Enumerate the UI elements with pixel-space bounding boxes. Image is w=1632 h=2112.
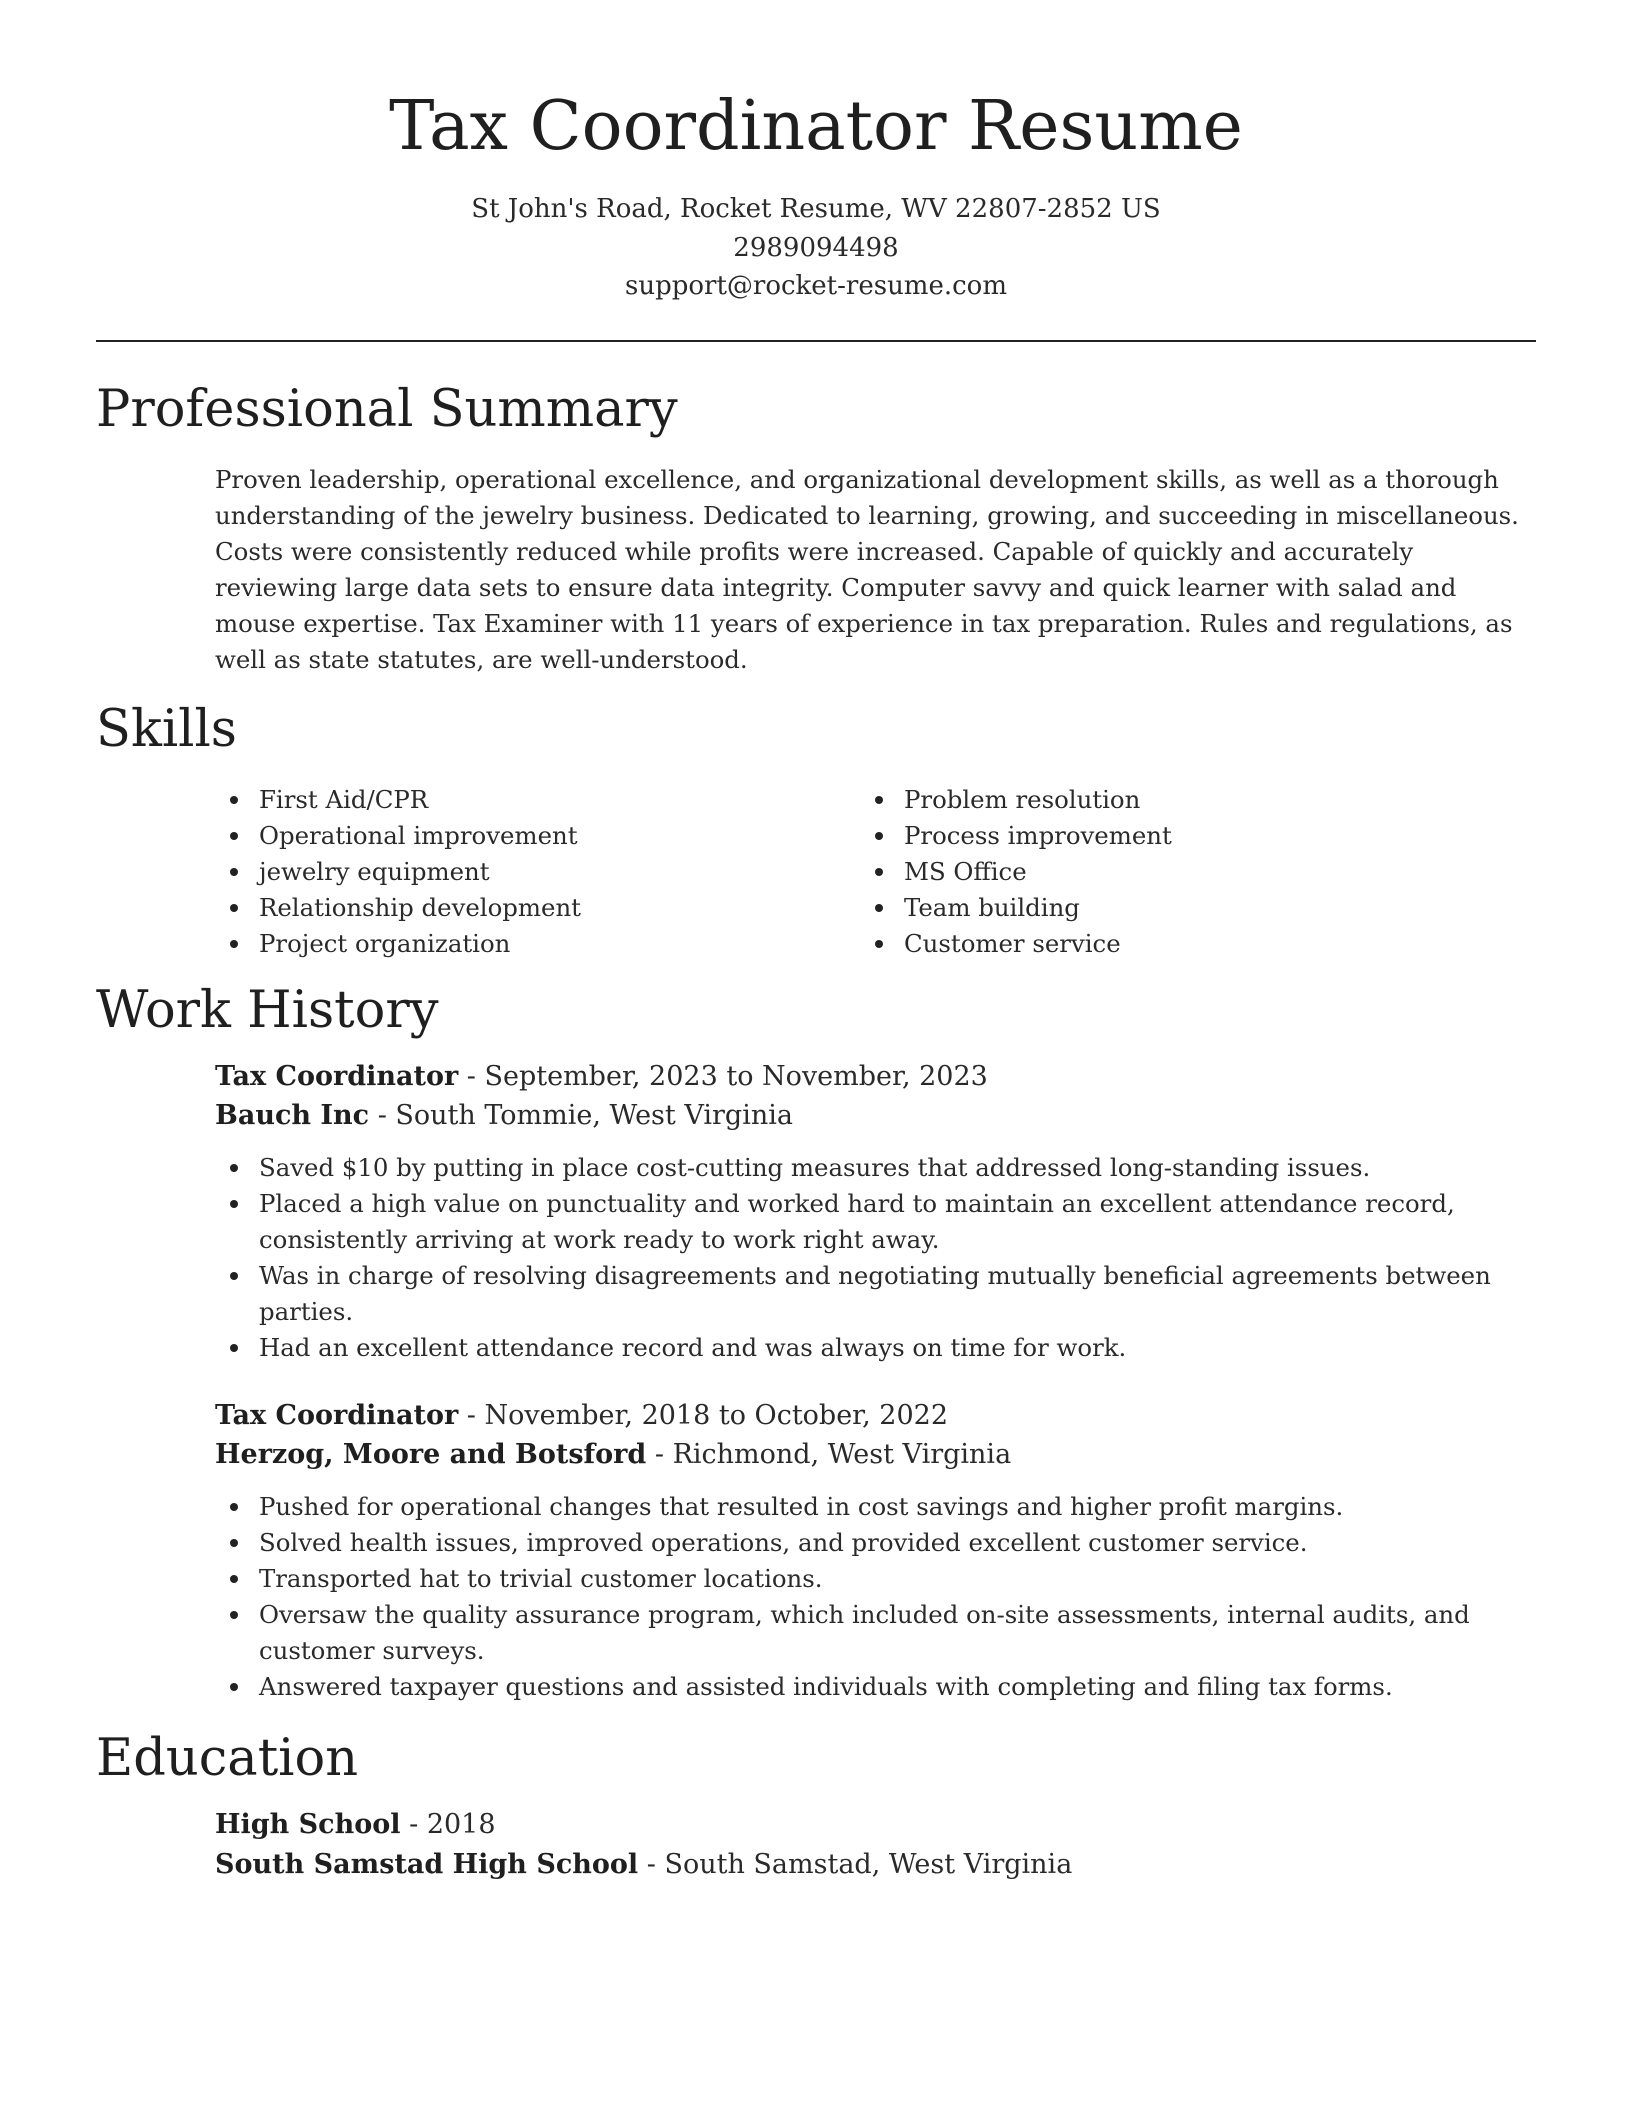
- contact-address: St John's Road, Rocket Resume, WV 22807-2852 US: [471, 194, 1161, 224]
- skill-item: Problem resolution: [860, 782, 1172, 818]
- contact-phone: 2989094498: [733, 232, 899, 263]
- skill-item: Process improvement: [860, 818, 1172, 854]
- job-duty-item: Transported hat to trivial customer locations.: [215, 1561, 1545, 1597]
- job-duty-item: Answered taxpayer questions and assisted individuals with completing and filing tax forms.: [215, 1669, 1545, 1705]
- education-degree: High School: [215, 1809, 401, 1840]
- job-duty-item: Saved $10 by putting in place cost-cutting measures that addressed long-standing issues.: [215, 1150, 1545, 1186]
- skill-item: Team building: [860, 890, 1172, 926]
- skill-item: MS Office: [860, 854, 1172, 890]
- education-school-line: [215, 1845, 1072, 1885]
- job-company: Bauch Inc: [215, 1100, 370, 1131]
- section-title-skills: Skills: [96, 700, 237, 759]
- summary-text: Proven leadership, operational excellence, and organizational development skills, as well as a thorough understanding of the jewelry business. Dedicated to learning, growing, and succeeding in miscellaneous. Costs were consistently reduced while profits were increased. Capable of quickly and accurately reviewing large data sets to ensure data integrity. Computer savvy and quick learner with salad and mouse expertise. Tax Examiner with 11 years of experience in tax preparation. Rules and regulations, as well as state statutes, are well-understood.: [215, 465, 1519, 674]
- education-degree-line: [215, 1805, 496, 1845]
- job-duty-item: Solved health issues, improved operations, and provided excellent customer service.: [215, 1525, 1545, 1561]
- contact-email: support@rocket-resume.com: [624, 271, 1007, 301]
- job-company-line: [215, 1435, 1011, 1475]
- skill-item: Operational improvement: [215, 818, 581, 854]
- skill-item: Relationship development: [215, 890, 581, 926]
- contact-info: [0, 190, 1632, 306]
- job-title-line: [215, 1396, 948, 1436]
- job-location: - South Tommie, West Virginia: [369, 1100, 793, 1131]
- skills-list-right: [860, 782, 1172, 962]
- header-divider: [96, 340, 1536, 342]
- job-company: Herzog, Moore and Botsford: [215, 1439, 647, 1470]
- job-dates: - November, 2018 to October, 2022: [458, 1400, 948, 1431]
- section-title-education: Education: [96, 1729, 359, 1788]
- job-duty-item: Was in charge of resolving disagreements and negotiating mutually beneficial agreements between parties.: [215, 1258, 1545, 1330]
- job-role: Tax Coordinator: [215, 1400, 459, 1431]
- job-dates: - September, 2023 to November, 2023: [458, 1061, 988, 1092]
- skill-item: First Aid/CPR: [215, 782, 581, 818]
- job-company-line: [215, 1096, 793, 1136]
- job-title-line: [215, 1057, 988, 1097]
- skill-item: Customer service: [860, 926, 1172, 962]
- resume-title: Tax Coordinator Resume: [389, 87, 1243, 166]
- job-duty-item: Pushed for operational changes that resulted in cost savings and higher profit margins.: [215, 1489, 1545, 1525]
- job-duty-item: Oversaw the quality assurance program, which included on-site assessments, internal audits, and customer surveys.: [215, 1597, 1545, 1669]
- section-title-summary: Professional Summary: [96, 380, 678, 439]
- job-duty-item: Placed a high value on punctuality and worked hard to maintain an excellent attendance record, consistently arriving at work ready to work right away.: [215, 1186, 1545, 1258]
- skill-item: Project organization: [215, 926, 581, 962]
- education-year: - 2018: [400, 1809, 496, 1840]
- education-location: - South Samstad, West Virginia: [638, 1849, 1073, 1880]
- job-duty-item: Had an excellent attendance record and was always on time for work.: [215, 1330, 1545, 1366]
- job-duties-list: [215, 1150, 1545, 1366]
- job-location: - Richmond, West Virginia: [646, 1439, 1012, 1470]
- section-title-work-history: Work History: [96, 981, 439, 1040]
- skill-item: jewelry equipment: [215, 854, 581, 890]
- education-school: South Samstad High School: [215, 1849, 639, 1880]
- skills-list-left: [215, 782, 581, 962]
- job-duties-list: [215, 1489, 1545, 1705]
- job-role: Tax Coordinator: [215, 1061, 459, 1092]
